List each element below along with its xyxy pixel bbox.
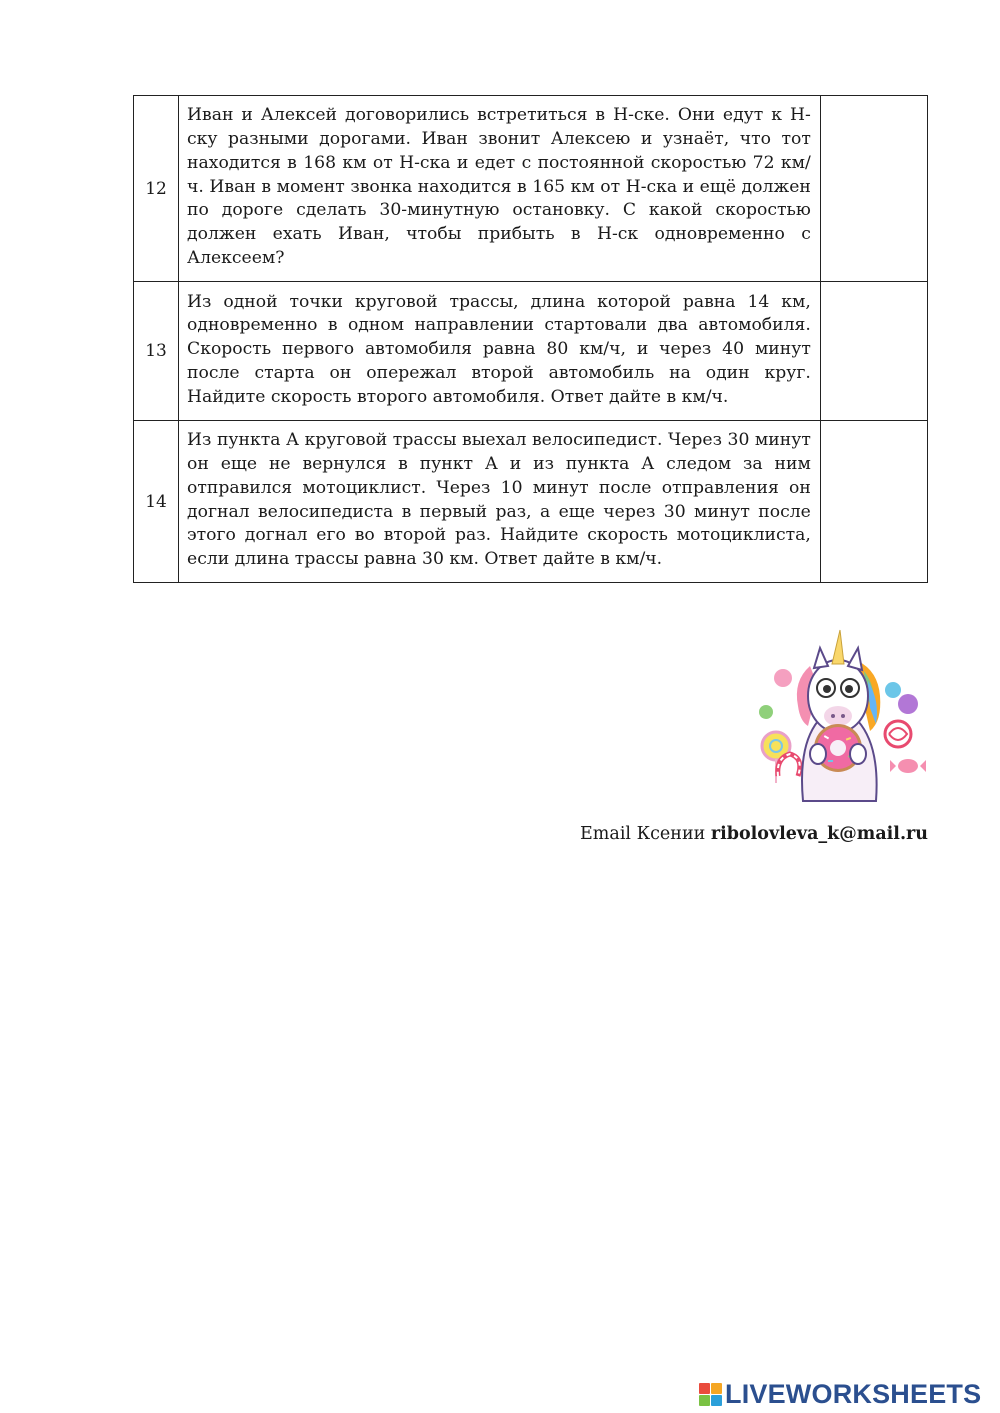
logo-block [699, 1383, 710, 1394]
answer-cell[interactable] [820, 282, 927, 421]
answer-cell[interactable] [820, 96, 927, 282]
problem-number: 14 [134, 421, 179, 583]
problem-number: 12 [134, 96, 179, 282]
author-email-line [580, 824, 928, 844]
problem-row-13 [134, 282, 928, 421]
logo-block [711, 1395, 722, 1406]
problem-text: Из пункта А круговой трассы выехал велосипедист. Через 30 минут он еще не вернулся в пункт А и из пункта А следом за ним отправился мотоциклист. Через 10 минут после отправления он догнал велосипедиста в первый раз, а еще через 30 минут после этого догнал его во второй раз. Найдите скорость мотоциклиста, если длина трассы равна 30 км. Ответ дайте в км/ч. [179, 421, 821, 583]
problem-text: Из одной точки круговой трассы, длина которой равна 14 км, одновременно в одном направлении стартовали два автомобиля. Скорость первого автомобиля равна 80 км/ч, и через 40 минут после старта он опережал второй автомобиль на один круг. Найдите скорость второго автомобиля. Ответ дайте в км/ч. [179, 282, 821, 421]
answer-cell[interactable] [820, 421, 927, 583]
logo-block [699, 1395, 710, 1406]
unicorn-illustration [748, 626, 928, 806]
brand-name: LIVEWORKSHEETS [725, 1378, 982, 1409]
email-label: Email Ксении [580, 824, 706, 844]
logo-block [711, 1383, 722, 1394]
problem-text: Иван и Алексей договорились встретиться в Н-ске. Они едут к Н-ску разными дорогами. Иван звонит Алексею и узнаёт, что тот находится в 168 км от Н-ска и едет с постоянной скоростью 72 км/ч. Иван в момент звонка находится в 165 км от Н-ска и ещё должен по дороге сделать 30-минутную остановку. С какой скоростью должен ехать Иван, чтобы прибыть в Н-ск одновременно с Алексеем? [179, 96, 821, 282]
email-address-link[interactable]: ribolovleva_k@mail.ru [710, 824, 928, 844]
problems-table [133, 95, 928, 583]
liveworksheets-brand[interactable] [699, 1379, 981, 1409]
unicorn-with-donut-and-candies-icon [748, 626, 928, 806]
problem-row-12 [134, 96, 928, 282]
problem-row-14 [134, 421, 928, 583]
liveworksheets-logo-icon [699, 1383, 722, 1406]
problem-number: 13 [134, 282, 179, 421]
